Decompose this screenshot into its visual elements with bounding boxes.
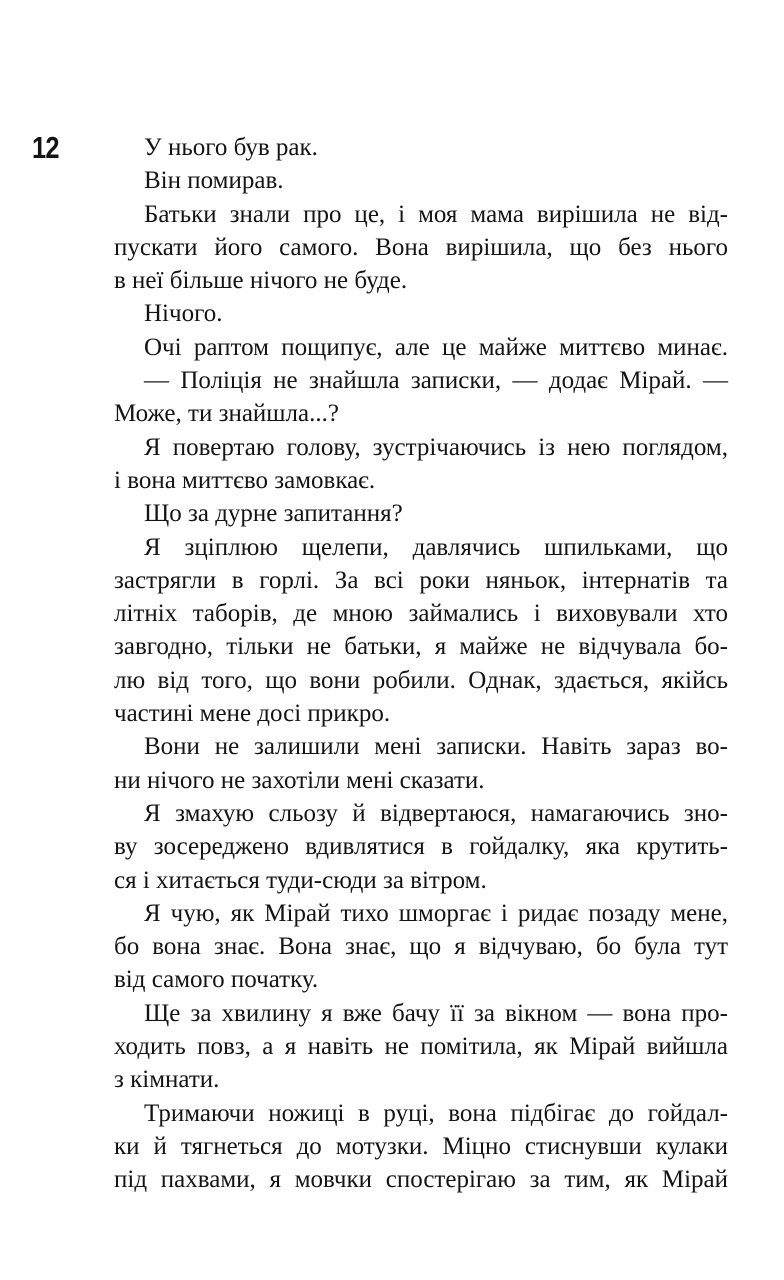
text-line: завгодно, тільки не батьки, я майже не відчувала бо- — [114, 633, 728, 661]
text-line: Я зціплюю щелепи, давлячись шпильками, що — [144, 533, 728, 561]
text-line: ни нічого не захотіли мені сказати. — [114, 766, 485, 794]
text-line: У нього був рак. — [144, 134, 318, 161]
text-line: Я чую, як Мірай тихо шморгає і ридає позаду мене, — [144, 899, 728, 927]
text-line: частині мене досі прикро. — [114, 700, 391, 728]
body-text — [114, 131, 728, 1197]
text-line: в неї більше нічого не буде. — [114, 267, 408, 295]
text-line: Я повертаю голову, зустрічаючись із нею поглядом, — [144, 433, 728, 461]
text-line: Нічого. — [144, 300, 223, 328]
text-line: літніх таборів, де мною займались і виховували хто — [114, 600, 728, 628]
text-line: ки й тягнеться до мотузки. Міцно стиснувши кулаки — [114, 1132, 728, 1160]
text-line: Ще за хвилину я вже бачу її за вікном — вона про- — [144, 999, 728, 1027]
text-line: Може, ти знайшла...? — [114, 400, 339, 428]
text-line: Вони не залишили мені записки. Навіть зараз во- — [144, 733, 728, 761]
text-line: ся і хитається туди-сюди за вітром. — [114, 866, 487, 894]
text-line: бо вона знає. Вона знає, що я відчуваю, бо була тут — [114, 933, 728, 961]
text-line: під пахвами, я мовчки спостерігаю за тим, як Мірай — [114, 1166, 728, 1194]
text-line: Тримаючи ножиці в руці, вона підбігає до гойдал- — [144, 1099, 728, 1127]
text-line: від самого початку. — [114, 966, 319, 994]
page-number: 12 — [32, 130, 59, 165]
text-line: Батьки знали про це, і моя мама вирішила не від- — [144, 200, 728, 228]
text-line: пускати його самого. Вона вирішила, що без нього — [114, 233, 728, 261]
text-line: Я змахую сльозу й відвертаюся, намагаючись зно- — [144, 799, 728, 827]
text-line: з кімнати. — [114, 1066, 220, 1094]
text-line: і вона миттєво замовкає. — [114, 466, 376, 494]
text-line: ву зосереджено вдивлятися в гойдалку, яка крутить- — [114, 833, 728, 861]
text-line: — Поліція не знайшла записки, — додає Мірай. — — [144, 367, 728, 395]
text-line: застрягли в горлі. За всі роки няньок, інтернатів та — [114, 566, 728, 594]
text-line: лю від того, що вони робили. Однак, здається, якійсь — [114, 666, 728, 694]
text-line: Він помирав. — [144, 167, 284, 195]
text-line: ходить повз, а я навіть не помітила, як Мірай вийшла — [114, 1033, 728, 1061]
text-line: Очі раптом пощипує, але це майже миттєво минає. — [144, 333, 728, 361]
text-line: Що за дурне запитання? — [144, 500, 403, 528]
